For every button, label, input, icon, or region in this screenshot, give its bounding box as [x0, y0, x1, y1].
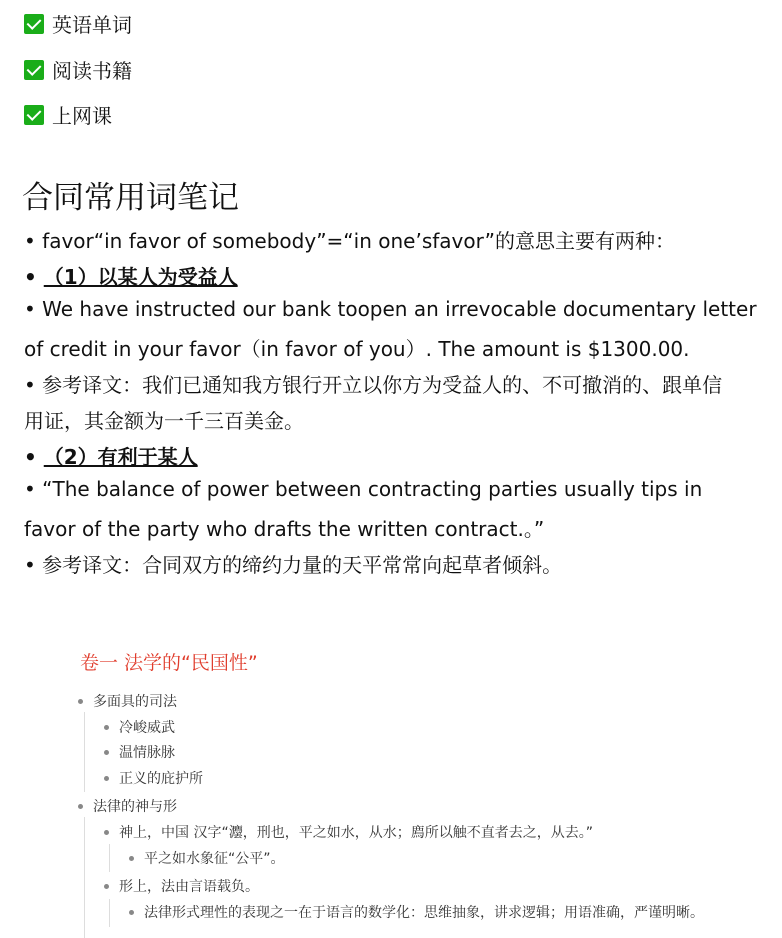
heading-bullet: •	[24, 265, 44, 289]
note-heading	[24, 261, 238, 290]
note-translation-line: • 参考译文：合同双方的缔约力量的天平常常向起草者倾斜。	[24, 553, 563, 577]
outline-node[interactable]	[104, 876, 259, 896]
note-heading	[24, 441, 198, 470]
note-paragraph-line: favor of the party who drafts the written contract.。”	[24, 517, 545, 541]
outline-node-label: 平之如水象征“公平”。	[144, 851, 285, 867]
tree-guide-line	[84, 712, 85, 792]
note-paragraph-line: of credit in your favor（in favor of you）. The amount is $1300.00.	[24, 337, 690, 361]
outline-node[interactable]	[104, 822, 593, 842]
bullet-icon	[104, 725, 109, 730]
tree-guide-line	[84, 817, 85, 938]
note-title: 合同常用词笔记	[22, 180, 239, 216]
outline-node-label: 温情脉脉	[119, 745, 175, 761]
checkbox-checked-icon[interactable]	[24, 14, 44, 34]
outline-node-label: 法律的神与形	[93, 799, 177, 815]
bullet-icon	[78, 804, 83, 809]
note-line: • favor“in favor of somebody”=“in one’sfavor”的意思主要有两种：	[24, 229, 676, 253]
outline-node[interactable]	[129, 902, 704, 922]
bullet-icon	[129, 910, 134, 915]
outline-node[interactable]	[104, 742, 175, 762]
checkbox-checked-icon[interactable]	[24, 60, 44, 80]
outline-node[interactable]	[78, 796, 177, 816]
outline-node-label: 冷峻威武	[119, 720, 175, 736]
outline-node-label: 正义的庇护所	[119, 771, 203, 787]
todo-item[interactable]	[24, 9, 132, 38]
bullet-icon	[129, 856, 134, 861]
outline-node-label: 法律形式理性的表现之一在于语言的数学化：思维抽象，讲求逻辑；用语准确，严谨明晰。	[144, 905, 704, 921]
todo-item[interactable]	[24, 55, 132, 84]
heading-bullet: •	[24, 445, 44, 469]
todo-item[interactable]	[24, 100, 112, 129]
outline-node[interactable]	[104, 768, 203, 788]
checkbox-checked-icon[interactable]	[24, 105, 44, 125]
note-translation-line: 用证，其金额为一千三百美金。	[24, 409, 304, 433]
outline-node[interactable]	[129, 848, 285, 868]
outline-title: 卷一 法学的“民国性”	[80, 652, 258, 674]
todo-label: 上网课	[52, 104, 112, 128]
outline-node-label: 形上，法由言语载负。	[119, 879, 259, 895]
tree-guide-line	[109, 844, 110, 872]
outline-node-label: 神上，中国 汉字“灋，刑也，平之如水，从水；廌所以触不直者去之，从去。”	[119, 825, 593, 841]
todo-label: 英语单词	[52, 13, 132, 37]
outline-node[interactable]	[104, 717, 175, 737]
outline-node[interactable]	[78, 691, 177, 711]
todo-label: 阅读书籍	[52, 59, 132, 83]
bullet-icon	[104, 884, 109, 889]
note-paragraph-line: • We have instructed our bank toopen an irrevocable documentary letter	[24, 297, 757, 321]
note-translation-line: • 参考译文：我们已通知我方银行开立以你方为受益人的、不可撤消的、跟单信	[24, 373, 723, 397]
outline-node-label: 多面具的司法	[93, 694, 177, 710]
note-paragraph-line: • “The balance of power between contracting parties usually tips in	[24, 477, 703, 501]
bullet-icon	[104, 750, 109, 755]
bullet-icon	[104, 776, 109, 781]
heading-text: （2）有利于某人	[43, 445, 198, 469]
bullet-icon	[104, 830, 109, 835]
heading-text: （1）以某人为受益人	[43, 265, 238, 289]
tree-guide-line	[109, 899, 110, 927]
bullet-icon	[78, 699, 83, 704]
